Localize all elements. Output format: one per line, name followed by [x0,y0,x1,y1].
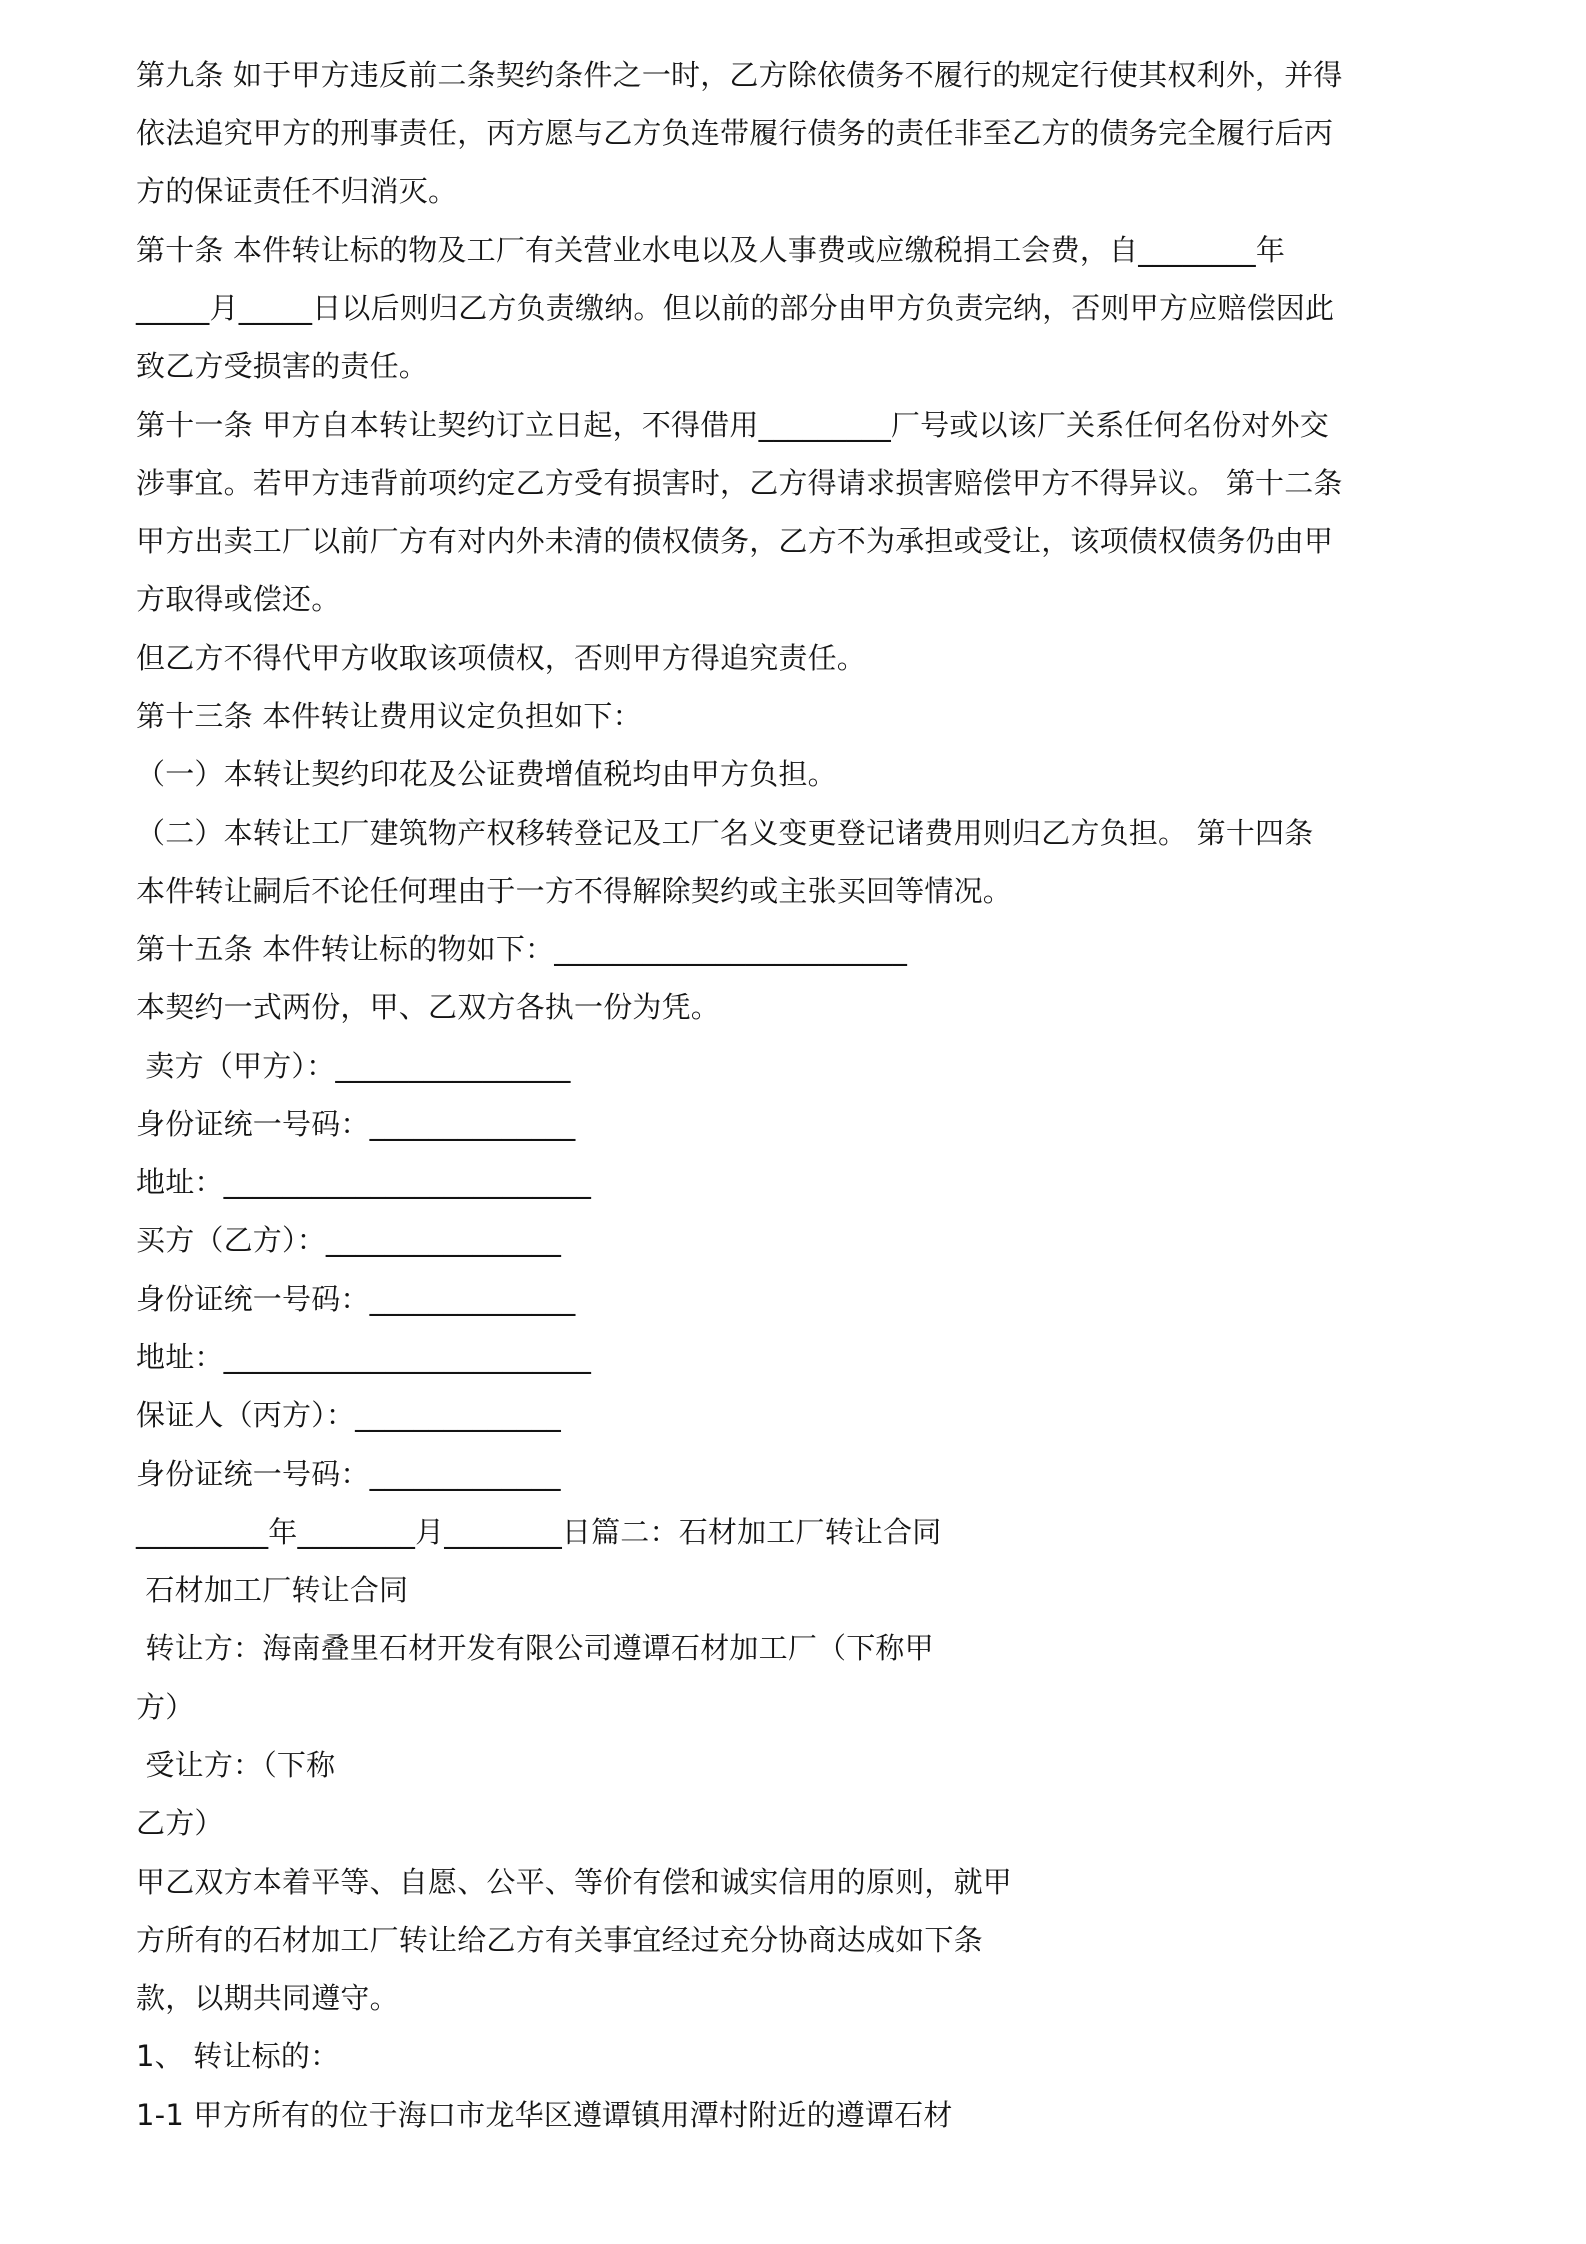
text-line: 第十三条 本件转让费用议定负担如下： [136,699,642,733]
text-line: 受让方：（下称 [136,1748,336,1782]
text-line: 甲方出卖工厂以前厂方有对内外未清的债权债务，乙方不为承担或受让，该项债权债务仍由甲 [136,524,1334,558]
text-line: 第九条 如于甲方违反前二条契约条件之一时，乙方除依债务不履行的规定行使其权利外，并得 [136,58,1343,92]
text-line: 第十五条 本件转让标的物如下：________________________ [136,932,908,966]
text-line: （二）本转让工厂建筑物产权移转登记及工厂名义变更登记诸费用则归乙方负担。 第十四条 [136,816,1314,850]
text-line: 转让方：海南叠里石材开发有限公司遵谭石材加工厂（下称甲 [136,1631,934,1665]
text-line: _____月_____日以后则归乙方负责缴纳。但以前的部分由甲方负责完纳，否则甲方应赔偿因此 [136,291,1335,325]
text-line: 方） [136,1690,195,1724]
text-line: 第十条 本件转让标的物及工厂有关营业水电以及人事费或应缴税捐工会费，自________年 [136,233,1286,267]
text-line: 方的保证责任不归消灭。 [136,174,458,208]
text-line: 方取得或偿还。 [136,582,341,616]
text-line: 保证人（丙方）：______________ [136,1398,561,1432]
text-line: 款，以期共同遵守。 [136,1981,399,2015]
text-line: _________年________月________日篇二：石材加工厂转让合同 [136,1515,942,1549]
text-line: （一）本转让契约印花及公证费增值税均由甲方负担。 [136,757,837,791]
text-line: 买方（乙方）：________________ [136,1223,562,1257]
text-line: 身份证统一号码：______________ [136,1282,576,1316]
text-line: 1、 转让标的： [136,2039,340,2073]
text-line: 涉事宜。若甲方违背前项约定乙方受有损害时，乙方得请求损害赔偿甲方不得异议。 第十二条 [136,466,1343,500]
text-line: 乙方） [136,1806,224,1840]
text-line: 石材加工厂转让合同 [136,1573,409,1607]
text-line: 方所有的石材加工厂转让给乙方有关事宜经过充分协商达成如下条 [136,1923,983,1957]
text-line: 甲乙双方本着平等、自愿、公平、等价有偿和诚实信用的原则，就甲 [136,1865,1013,1899]
text-line: 致乙方受损害的责任。 [136,349,429,383]
text-line: 身份证统一号码：______________ [136,1107,576,1141]
text-line: 但乙方不得代甲方收取该项债权，否则甲方得追究责任。 [136,641,867,675]
text-line: 第十一条 甲方自本转让契约订立日起，不得借用_________厂号或以该厂关系任何名份对外交 [136,408,1329,442]
text-line: 本件转让嗣后不论任何理由于一方不得解除契约或主张买回等情况。 [136,874,1013,908]
text-line: 身份证统一号码：_____________ [136,1457,561,1491]
text-line: 卖方（甲方）：________________ [136,1049,571,1083]
text-line: 依法追究甲方的刑事责任，丙方愿与乙方负连带履行债务的责任非至乙方的债务完全履行后丙 [136,116,1334,150]
text-line: 1-1 甲方所有的位于海口市龙华区遵谭镇用潭村附近的遵谭石材 [136,2098,953,2132]
text-line: 本契约一式两份，甲、乙双方各执一份为凭。 [136,990,721,1024]
text-line: 地址：_________________________ [136,1165,592,1199]
text-line: 地址：_________________________ [136,1340,592,1374]
